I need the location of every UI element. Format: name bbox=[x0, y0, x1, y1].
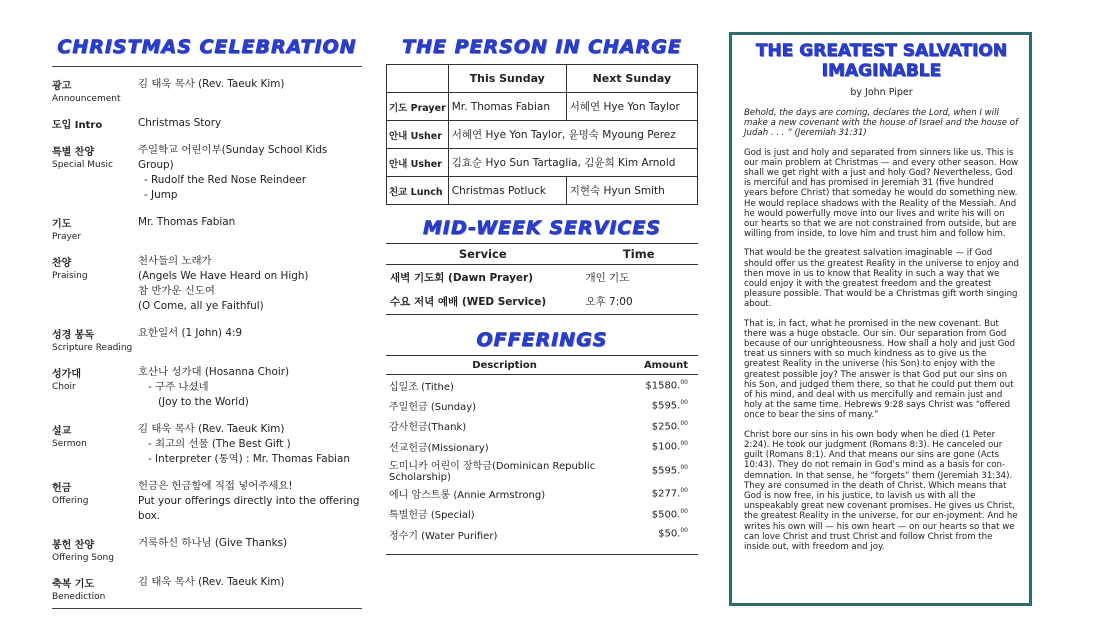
offering-amount-cell bbox=[623, 436, 698, 457]
offerings-title: OFFERINGS bbox=[476, 329, 608, 351]
charge-label: 기도 Prayer bbox=[387, 93, 449, 121]
program-item-line: Put your offerings directly into the offering box. bbox=[138, 495, 360, 522]
midweek-header-time: Time bbox=[579, 244, 698, 265]
charge-row bbox=[387, 93, 698, 121]
charge-this: 김효순 Hyo Sun Tartaglia, 김윤희 Kim Arnold bbox=[448, 149, 697, 177]
article-paragraph: Christ bore our sins in his own body when he died (1 Peter 2:24). He took our judgment (Romans 8:3). He canceled our guilt (Romans 8:1). And that means our sins are gone (Acts 10:43). They do not remain in God’s mind as a basis for con-demnation. In that sense, he “forgets” them (Jeremiah 31:34). They are consumed in the death of Christ. Which means that God is now free, in his justice, to lavish us with all the unspeakably great new covenant promises. He gives us Christ, the greatest Reality in the universe, for our en-joyment. And he writes his own will — his own heart — on our hearts so that we can love Christ and trust Christ and follow Christ from the inside out, with freedom and joy. bbox=[744, 429, 1018, 552]
program-item-line: 요한일서 (1 John) 4:9 bbox=[138, 327, 243, 339]
program-item bbox=[52, 479, 362, 524]
program-item-label-en: Benediction bbox=[52, 592, 106, 602]
offering-amount-cell bbox=[623, 483, 698, 504]
midweek-time: 오후 7:00 bbox=[579, 290, 698, 315]
program-item-line: - Jump bbox=[144, 189, 178, 201]
offerings-rows bbox=[386, 375, 698, 555]
charge-row bbox=[387, 149, 698, 177]
program-item-label-ko: 설교 bbox=[52, 426, 72, 437]
charge-label: 친교 Lunch bbox=[387, 177, 449, 205]
article-panel bbox=[729, 32, 1032, 606]
offering-row bbox=[386, 416, 698, 437]
midweek-service: 수요 저녁 예배 (WED Service) bbox=[386, 290, 579, 315]
offering-row bbox=[386, 395, 698, 416]
charge-next: 지현숙 Hyun Smith bbox=[566, 177, 697, 205]
program-item-label-en: Praising bbox=[52, 271, 88, 281]
program-item bbox=[52, 326, 362, 353]
charge-header-row bbox=[387, 65, 698, 93]
program-item-line: 김 태욱 목사 (Rev. Taeuk Kim) bbox=[138, 576, 285, 588]
program-item bbox=[52, 536, 362, 563]
info-column bbox=[386, 36, 698, 555]
program-list bbox=[52, 77, 362, 609]
program-item-content bbox=[138, 326, 362, 353]
offering-desc: 특별헌금 (Special) bbox=[389, 510, 475, 522]
program-item-label-ko: 광고 bbox=[52, 81, 72, 92]
offering-row bbox=[386, 375, 698, 396]
program-title: CHRISTMAS CELEBRATION bbox=[57, 36, 357, 58]
program-item-line: - Interpreter (통역) : Mr. Thomas Fabian bbox=[148, 453, 351, 465]
offering-row bbox=[386, 457, 698, 483]
offering-desc: 선교헌금(Missionary) bbox=[389, 443, 489, 455]
program-item-label-en: Scripture Reading bbox=[52, 343, 133, 353]
program-item-label-ko: 도입 Intro bbox=[52, 120, 103, 131]
midweek-header-row bbox=[386, 244, 698, 265]
program-item bbox=[52, 143, 362, 203]
program-item bbox=[52, 575, 362, 602]
program-bottom-rule bbox=[52, 608, 362, 609]
midweek-table bbox=[386, 243, 698, 315]
program-item-line: 김 태욱 목사 (Rev. Taeuk Kim) bbox=[138, 78, 285, 90]
offering-row bbox=[386, 503, 698, 524]
charge-header-next: Next Sunday bbox=[566, 65, 697, 93]
program-item-line: 헌금은 헌금함에 직접 넣어주세요! bbox=[138, 480, 293, 492]
program-item-line: 김 태욱 목사 (Rev. Taeuk Kim) bbox=[138, 423, 285, 435]
offering-amount: $1580. bbox=[645, 380, 681, 392]
program-item-content bbox=[138, 215, 362, 242]
program-item-label bbox=[52, 116, 138, 131]
program-item-label-ko: 기도 bbox=[52, 219, 72, 230]
program-item-label-ko: 헌금 bbox=[52, 483, 72, 494]
program-item-line: 참 반가운 신도여 bbox=[138, 285, 215, 297]
program-item-label-en: Prayer bbox=[52, 232, 82, 242]
program-item-line: Mr. Thomas Fabian bbox=[138, 216, 236, 228]
program-item-content bbox=[138, 254, 362, 314]
midweek-time: 개인 기도 bbox=[585, 271, 630, 284]
program-item-content bbox=[138, 536, 362, 563]
offering-cents: 00 bbox=[680, 463, 688, 471]
program-item-line: - 구주 나셨네 bbox=[148, 381, 209, 393]
offering-desc: 도미니카 어린이 장학금(Dominican Republic Scholarship) bbox=[389, 460, 596, 483]
charge-title: THE PERSON IN CHARGE bbox=[402, 36, 682, 58]
charge-label: 안내 Usher bbox=[387, 149, 449, 177]
program-item-label bbox=[52, 536, 138, 563]
midweek-title: MID-WEEK SERVICES bbox=[422, 217, 662, 239]
program-item-label bbox=[52, 575, 138, 602]
charge-this: 서혜연 Hye Yon Taylor, 윤명숙 Myoung Perez bbox=[448, 121, 697, 149]
program-item bbox=[52, 365, 362, 410]
offering-amount: $100. bbox=[651, 441, 681, 453]
midweek-header-service: Service bbox=[386, 244, 579, 265]
offering-desc: 감사헌금(Thank) bbox=[389, 422, 467, 434]
midweek-row bbox=[386, 265, 698, 290]
program-item-content bbox=[138, 77, 362, 104]
program-item-content bbox=[138, 422, 362, 467]
offering-amount-cell bbox=[623, 395, 698, 416]
program-item-line: 호산나 성가대 (Hosanna Choir) bbox=[138, 366, 290, 378]
offering-amount-cell bbox=[623, 524, 698, 554]
program-item-line: - Rudolf the Red Nose Reindeer bbox=[144, 174, 307, 186]
offering-cents: 00 bbox=[680, 440, 688, 448]
program-item-line: - 최고의 선물 (The Best Gift ) bbox=[148, 438, 291, 450]
offerings-table bbox=[386, 355, 698, 555]
program-item-label-en: Announcement bbox=[52, 94, 121, 104]
program-item-label bbox=[52, 215, 138, 242]
program-item-label-ko: 축복 기도 bbox=[52, 579, 95, 590]
article-paragraph: That is, in fact, what he promised in the new covenant. But there was a huge obstacle. Our sin. Our separation from God because of our unrighteousness. How shall a holy and just God treat us sinners with so much kindness as to give us the greatest Reality in the universe (his Son) to enjoy with the greatest possible joy? The answer is that God put our sins on his Son, and judged them there, so that he could put them out of his mind, and deal with us mercifully and remain just and holy at the same time. Hebrews 9:28 says Christ was “offered once to bear the sins of many.” bbox=[744, 318, 1016, 421]
charge-row bbox=[387, 177, 698, 205]
offering-cents: 00 bbox=[680, 378, 688, 386]
program-item-label-en: Offering Song bbox=[52, 553, 114, 563]
program-item-label bbox=[52, 254, 138, 314]
program-item-label bbox=[52, 365, 138, 410]
midweek-service: 새벽 기도회 (Dawn Prayer) bbox=[390, 271, 534, 284]
midweek-row bbox=[386, 290, 698, 315]
program-item-line: 천사들의 노래가 bbox=[138, 255, 212, 267]
program-item-label-en: Offering bbox=[52, 496, 89, 506]
article-title: THE GREATEST SALVATION IMAGINABLE bbox=[755, 41, 1008, 81]
program-item-line: 거룩하신 하나님 (Give Thanks) bbox=[138, 537, 288, 549]
program-item-label bbox=[52, 77, 138, 104]
program-item bbox=[52, 215, 362, 242]
offering-row bbox=[386, 524, 698, 554]
offering-desc: 정수기 (Water Purifier) bbox=[386, 524, 623, 554]
article-quote: Behold, the days are coming, declares the Lord, when I will make a new covenant with the house of Israel and the house of Judah . . . ” (Jeremiah 31:31) bbox=[744, 108, 1019, 139]
program-column bbox=[52, 36, 362, 609]
article-paragraph: God is just and holy and separated from sinners like us. This is our main problem at Christmas — and every other season. How shall we get right with a just and holy God? Nevertheless, God is merciful and has promised in Jeremiah 31 (five hundred years before Christ) that someday he would do something new. He would replace shadows with the Reality of the Messiah. And he would powerfully move into our lives and write his will on our hearts so that we are not constrained from outside, but are willing from inside, to love him and trust him and follow him. bbox=[744, 147, 1019, 240]
program-item bbox=[52, 422, 362, 467]
article-body bbox=[744, 108, 1019, 552]
charge-next: 서혜연 Hye Yon Taylor bbox=[566, 93, 697, 121]
offerings-header-amount: Amount bbox=[623, 356, 698, 375]
offering-amount: $250. bbox=[651, 421, 681, 433]
program-item-label-ko: 성경 봉독 bbox=[52, 330, 95, 341]
offering-desc: 주일헌금 (Sunday) bbox=[389, 401, 477, 413]
program-item-label-ko: 성가대 bbox=[52, 369, 81, 380]
program-item-label bbox=[52, 326, 138, 353]
offering-amount-cell bbox=[623, 457, 698, 483]
offering-row bbox=[386, 483, 698, 504]
offering-cents: 00 bbox=[680, 507, 688, 515]
program-item-content bbox=[138, 143, 362, 203]
program-item-line: Christmas Story bbox=[138, 117, 222, 129]
program-item-content bbox=[138, 116, 362, 131]
offering-cents: 00 bbox=[680, 399, 688, 407]
program-item-label bbox=[52, 422, 138, 467]
program-item-content bbox=[138, 365, 362, 410]
program-item-label-en: Sermon bbox=[52, 439, 87, 449]
offering-cents: 00 bbox=[680, 487, 688, 494]
program-item-line: (Joy to the World) bbox=[158, 396, 249, 408]
offering-amount-cell bbox=[623, 375, 698, 396]
offering-amount: $277. bbox=[651, 488, 681, 500]
program-item-label bbox=[52, 479, 138, 524]
charge-this: Christmas Potluck bbox=[448, 177, 566, 205]
program-item-label-ko: 특별 찬양 bbox=[52, 147, 95, 158]
program-item-line: (Angels We Have Heard on High) bbox=[138, 270, 309, 282]
article-paragraph: That would be the greatest salvation imaginable — if God should offer us the greatest Reality in the universe to enjoy and then move in us to know that Reality in such a way that we could enjoy it with the greatest freedom and the greatest pleasure possible. That would be a Christmas gift worth singing about. bbox=[744, 248, 1019, 310]
program-item-line: (O Come, all ye Faithful) bbox=[138, 300, 264, 312]
offering-desc: 십일조 (Tithe) bbox=[389, 381, 454, 393]
offering-amount: $500. bbox=[651, 508, 681, 520]
offering-amount: $50. bbox=[658, 528, 681, 540]
program-item-label-ko: 봉헌 찬양 bbox=[52, 540, 95, 551]
program-item-label-ko: 찬양 bbox=[52, 258, 72, 269]
offering-amount: $595. bbox=[651, 400, 681, 412]
offering-cents: 00 bbox=[680, 527, 688, 535]
program-item-line: 주일학교 어린이부(Sunday School Kids Group) bbox=[138, 144, 328, 171]
offering-amount: $595. bbox=[651, 465, 681, 477]
charge-header-this: This Sunday bbox=[448, 65, 566, 93]
offering-amount-cell bbox=[623, 503, 698, 524]
offerings-header-row bbox=[386, 356, 698, 375]
article-byline: by John Piper bbox=[850, 87, 913, 98]
charge-table bbox=[386, 64, 698, 205]
offering-cents: 00 bbox=[680, 419, 688, 427]
offering-row bbox=[386, 436, 698, 457]
program-item-label-en: Special Music bbox=[52, 160, 113, 170]
offering-amount-cell bbox=[623, 416, 698, 437]
charge-row bbox=[387, 121, 698, 149]
program-top-rule bbox=[52, 66, 362, 67]
program-item bbox=[52, 77, 362, 104]
offering-desc: 에니 암스트롱 (Annie Armstrong) bbox=[389, 489, 546, 501]
program-item-label bbox=[52, 143, 138, 203]
charge-label: 안내 Usher bbox=[387, 121, 449, 149]
offerings-header-desc: Description bbox=[386, 356, 623, 375]
program-item-label-en: Choir bbox=[52, 382, 76, 392]
program-item-content bbox=[138, 479, 362, 524]
charge-this: Mr. Thomas Fabian bbox=[448, 93, 566, 121]
program-item bbox=[52, 254, 362, 314]
program-item bbox=[52, 116, 362, 131]
program-item-content bbox=[138, 575, 362, 602]
